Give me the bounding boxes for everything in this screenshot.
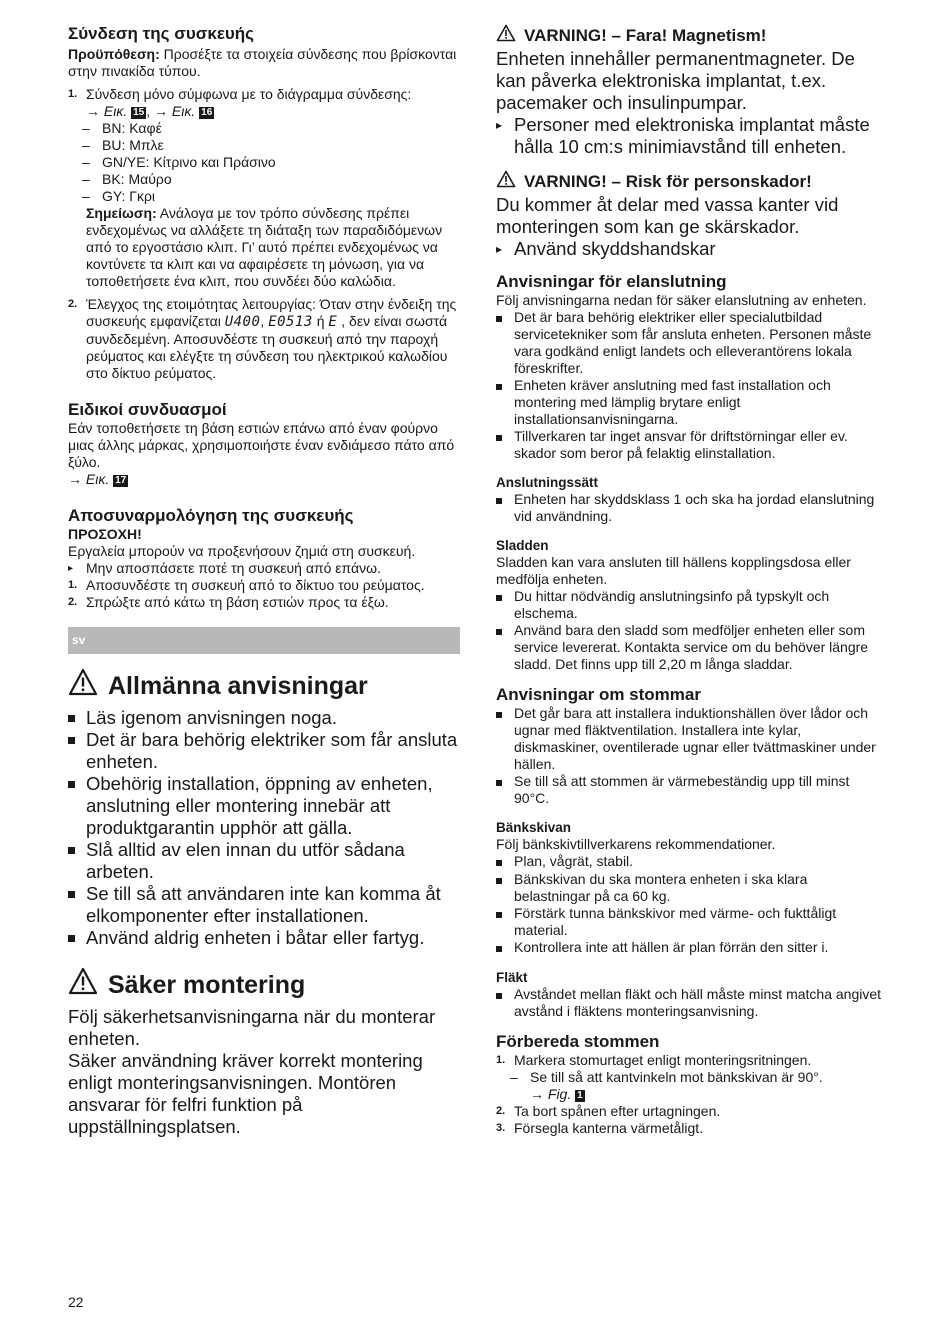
dash-marker: –: [82, 120, 90, 136]
figure-reference: [86, 103, 460, 120]
bullet-text: Det är bara behörig elektriker eller specialutbildad servicetekniker som får ansluta enheten. Personen måste vara godkänd enligt landets och elleverantörens lokala föreskrifter.: [514, 309, 872, 376]
square-bullet-icon: [68, 847, 75, 854]
figure-reference: [68, 471, 460, 488]
step-number: 2.: [496, 1105, 506, 1117]
square-bullet-icon: [496, 316, 502, 322]
dash-marker: –: [82, 137, 90, 153]
page-number: 22: [68, 1294, 84, 1310]
dash-marker: –: [510, 1069, 518, 1085]
step-2: [68, 296, 460, 382]
left-column: [68, 24, 460, 1138]
note-text: Ανάλογα με τον τρόπο σύνδεσης πρέπει ενδεχομένως να αλλάξετε τη διάταξη των παραδιδόμενων από το εργοστάσιο κλιπ. Γι’ αυτό πρέπει ενδεχομένως να κοντύνετε τα κλιπ και να αφαιρέσετε τη μόνωση, για να τοποθετήσετε ένα κλιπ, που συνδέει δύο καλώδια.: [86, 205, 443, 289]
bullet-item: [496, 773, 886, 807]
bullet-item: [68, 883, 460, 927]
step-item: [68, 577, 460, 594]
triangle-bullet-icon: ▸: [68, 563, 74, 574]
subsection-title-cable: Sladden: [496, 538, 549, 553]
bullet-text: Slå alltid av elen innan du utför sådana arbeten.: [86, 839, 405, 882]
figure-badge: 17: [115, 475, 127, 486]
sub-item: [496, 1069, 886, 1086]
bullet-item: [68, 773, 460, 839]
bullet-item: [496, 986, 886, 1020]
bullet-text: Plan, vågrät, stabil.: [514, 853, 634, 869]
prerequisite-text: Προσέξτε τα στοιχεία σύνδεσης που βρίσκονται στην πινακίδα τύπου.: [68, 46, 457, 79]
display-code: U400: [224, 314, 261, 330]
bullet-item: [68, 927, 460, 949]
step-number: 1.: [496, 1054, 506, 1066]
wire-item: [68, 171, 460, 188]
warning-title: VARNING! – Fara! Magnetism!: [524, 26, 767, 45]
bullet-text: Du hittar nödvändig anslutningsinfo på typskylt och elschema.: [514, 588, 830, 621]
fig-label: Εικ.: [85, 471, 110, 487]
special-text: Εάν τοποθετήσετε τη βάση εστιών επάνω από έναν φούρνο μιας άλλης μάρκας, χρησιμοποιήστε έναν ενδιάμεσο πάτο από ξύλο.: [68, 420, 455, 470]
section-title-cabinets: Anvisningar om stommar: [496, 685, 701, 704]
step-item: [496, 1052, 886, 1069]
step-text: Försegla kanterna värmetåligt.: [514, 1120, 704, 1136]
step-item: [496, 1103, 886, 1120]
ref-separator: , →: [146, 103, 172, 119]
bullet-text: Μην αποσπάσετε ποτέ τη συσκευή από επάνω.: [86, 560, 381, 576]
section-intro: Följ bänkskivtillverkarens rekommendationer.: [496, 836, 776, 852]
display-code: E: [328, 314, 338, 330]
square-bullet-icon: [496, 629, 502, 635]
wire-text: GN/YE: Κίτρινο και Πράσινο: [102, 154, 276, 170]
square-bullet-icon: [496, 435, 502, 441]
prerequisite: [68, 46, 460, 80]
square-bullet-icon: [496, 384, 502, 390]
square-bullet-icon: [496, 912, 502, 918]
square-bullet-icon: [496, 712, 502, 718]
bullet-item: [496, 853, 886, 871]
wire-text: BK: Μαύρο: [102, 171, 172, 187]
square-bullet-icon: [496, 595, 502, 601]
fig-label: Εικ.: [171, 103, 196, 119]
square-bullet-icon: [496, 878, 502, 884]
bullet-item: [496, 491, 886, 525]
subsection-title-worktop: Bänkskivan: [496, 820, 572, 835]
warning-heading-magnet: [496, 24, 886, 48]
warning-icon: [68, 668, 98, 703]
wire-item: [68, 120, 460, 137]
warning-text: Du kommer åt delar med vassa kanter vid monteringen som kan ge skärskador.: [496, 194, 839, 237]
figure-reference: [496, 1086, 886, 1103]
warning-text: Enheten innehåller permanentmagneter. De kan påverka elektroniska implantat, t.ex. pacemaker och insulinpumpar.: [496, 48, 855, 113]
step-number: 1.: [68, 88, 78, 100]
warning-icon: [496, 170, 516, 194]
section-title-general: [68, 668, 460, 703]
warning-title: VARNING! – Risk för personskador!: [524, 172, 812, 191]
safe-mounting-para: Säker användning kräver korrekt montering enligt monteringsanvisningen. Montören ansvarar för felfri funktion på uppställningsplatsen.: [68, 1050, 423, 1137]
wire-text: GY: Γκρι: [102, 188, 156, 204]
square-bullet-icon: [68, 715, 75, 722]
heading-text: Allmänna anvisningar: [108, 671, 368, 700]
bullet-item: [496, 377, 886, 428]
step-item: [496, 1120, 886, 1137]
bullet-item: [496, 622, 886, 673]
wire-item: [68, 154, 460, 171]
fig-label: Fig.: [547, 1086, 572, 1102]
language-bar: sv: [68, 627, 460, 654]
note: [68, 205, 460, 290]
bullet-text: Personer med elektroniska implantat måste hålla 10 cm:s minimiavstånd till enheten.: [514, 114, 870, 157]
step-item: [68, 594, 460, 611]
step-number: 3.: [496, 1122, 506, 1134]
section-intro: Följ anvisningarna nedan för säker elanslutning av enheten.: [496, 292, 867, 308]
wire-text: BN: Καφέ: [102, 120, 162, 136]
bullet-text: Det är bara behörig elektriker som får ansluta enheten.: [86, 729, 458, 772]
bullet-text: Använd skyddshandskar: [514, 238, 716, 259]
bullet-text: Det går bara att installera induktionshällen över lådor och ugnar med fläktventilation. Installera inte kylar, diskmaskiner, oventilerade ugnar eller tvättmaskiner under hällen.: [514, 705, 876, 772]
section-title-prepare: Förbereda stommen: [496, 1032, 660, 1051]
bullet-text: Använd bara den sladd som medföljer enheten eller som service levererat. Kontakta service om du behöver längre sladd. Det finns upp till 2,20 m långa sladdar.: [514, 622, 869, 672]
step-text: Markera stomurtaget enligt monteringsritningen.: [514, 1052, 812, 1068]
square-bullet-icon: [496, 498, 502, 504]
step-text: Σύνδεση μόνο σύμφωνα με το διάγραμμα σύνδεσης:: [86, 86, 412, 102]
note-label: Σημείωση:: [86, 205, 157, 221]
bullet-item: [68, 729, 460, 773]
subsection-title-connection-method: Anslutningssätt: [496, 475, 599, 490]
step-number: 2.: [68, 298, 78, 310]
bullet-text: Se till så att användaren inte kan komma åt elkomponenter efter installationen.: [86, 883, 441, 926]
bullet-text: Tillverkaren tar inget ansvar för driftstörningar eller ev. skador som beror på felaktig elinstallation.: [514, 428, 848, 461]
figure-badge: 1: [577, 1090, 583, 1101]
warning-icon: [68, 967, 98, 1002]
bullet-text: Obehörig installation, öppning av enheten, anslutning eller montering innebär att produktgarantin upphör att gälla.: [86, 773, 433, 838]
section-title-safe-mounting: [68, 967, 460, 1002]
step-text: Αποσυνδέστε τη συσκευή από το δίκτυο του ρεύματος.: [86, 577, 425, 593]
square-bullet-icon: [68, 935, 75, 942]
caution-text: Εργαλεία μπορούν να προξενήσουν ζημιά στη συσκευή.: [68, 543, 416, 559]
warning-icon: [496, 24, 516, 48]
bullet-item: [496, 588, 886, 622]
heading-text: Säker montering: [108, 970, 306, 999]
bullet-text: Bänkskivan du ska montera enheten i ska klara belastningar på ca 60 kg.: [514, 871, 808, 904]
step-text-part: Έλεγχος της ετοιμότητας λειτουργίας: Όταν στην ένδειξη της συσκευής εμφανίζεται: [86, 296, 457, 329]
section-title-removal: Αποσυναρμολόγηση της συσκευής: [68, 506, 354, 525]
sub-item-text: Se till så att kantvinkeln mot bänkskivan är 90°.: [530, 1069, 823, 1085]
separator: ή: [312, 313, 329, 329]
bullet-item: [68, 560, 460, 577]
wire-text: BU: Μπλε: [102, 137, 164, 153]
wire-item: [68, 137, 460, 154]
bullet-text: Avståndet mellan fläkt och häll måste minst matcha angivet avstånd i fläktens monteringsanvisning.: [514, 986, 882, 1019]
dash-marker: –: [82, 188, 90, 204]
figure-badge: 16: [201, 107, 213, 118]
bullet-item: [496, 238, 886, 260]
safe-mounting-para: Följ säkerhetsanvisningarna när du monterar enheten.: [68, 1006, 436, 1049]
bullet-text: Läs igenom anvisningen noga.: [86, 707, 337, 728]
square-bullet-icon: [68, 737, 75, 744]
bullet-text: Använd aldrig enheten i båtar eller fartyg.: [86, 927, 425, 948]
arrow-icon: →: [86, 103, 104, 119]
bullet-item: [496, 905, 886, 939]
bullet-item: [68, 707, 460, 729]
bullet-text: Kontrollera inte att hällen är plan förrän den sitter i.: [514, 939, 829, 955]
bullet-item: [496, 309, 886, 377]
bullet-item: [496, 428, 886, 462]
square-bullet-icon: [496, 946, 502, 952]
fig-label: Εικ.: [103, 103, 128, 119]
section-title-connection: Σύνδεση της συσκευής: [68, 24, 255, 43]
square-bullet-icon: [68, 781, 75, 788]
step-text-part: , δεν είναι σωστά συνδεδεμένη. Αποσυνδέστε τη συσκευή από την παροχή ρεύματος και ελέγξτε τη σύνδεση του ηλεκτρικού καλωδίου στο δίκτυο ρεύματος.: [86, 313, 448, 381]
step-1: [68, 86, 460, 120]
caution-label: ΠΡΟΣΟΧΗ!: [68, 526, 142, 542]
bullet-item: [496, 114, 886, 158]
bullet-item: [496, 705, 886, 773]
display-code: E0513: [268, 314, 313, 330]
separator: ,: [260, 313, 269, 329]
step-text: Σπρώξτε από κάτω τη βάση εστιών προς τα έξω.: [86, 594, 389, 610]
dash-marker: –: [82, 171, 90, 187]
figure-badge: 15: [133, 107, 145, 118]
bullet-item: [68, 839, 460, 883]
bullet-text: Se till så att stommen är värmebeständig upp till minst 90°C.: [514, 773, 850, 806]
dash-marker: –: [82, 154, 90, 170]
section-intro: Sladden kan vara ansluten till hällens kopplingsdosa eller medföljа enheten.: [496, 554, 851, 587]
square-bullet-icon: [496, 993, 502, 999]
warning-heading-injury: [496, 170, 886, 194]
prerequisite-label: Προϋπόθεση:: [68, 46, 160, 62]
triangle-bullet-icon: ▸: [496, 242, 503, 256]
bullet-text: Enheten kräver anslutning med fast installation och montering med lämplig brytare enligt installationsanvisningarna.: [514, 377, 831, 427]
square-bullet-icon: [496, 860, 502, 866]
right-column: [496, 24, 886, 1137]
triangle-bullet-icon: ▸: [496, 118, 503, 132]
step-number: 2.: [68, 596, 78, 608]
bullet-item: [496, 871, 886, 905]
bullet-item: [496, 939, 886, 957]
step-text: [86, 296, 460, 382]
arrow-icon: →: [530, 1086, 548, 1102]
square-bullet-icon: [68, 891, 75, 898]
wire-item: [68, 188, 460, 205]
step-text: Ta bort spånen efter urtagningen.: [514, 1103, 721, 1119]
step-number: 1.: [68, 579, 78, 591]
arrow-icon: →: [68, 471, 86, 487]
subsection-title-fan: Fläkt: [496, 970, 528, 985]
section-title-electrical: Anvisningar för elanslutning: [496, 272, 727, 291]
square-bullet-icon: [496, 780, 502, 786]
bullet-text: Förstärk tunna bänkskivor med värme- och fukttåligt material.: [514, 905, 837, 938]
section-title-special: Ειδικοί συνδυασμοί: [68, 400, 227, 419]
bullet-text: Enheten har skyddsklass 1 och ska ha jordad elanslutning vid användning.: [514, 491, 875, 524]
